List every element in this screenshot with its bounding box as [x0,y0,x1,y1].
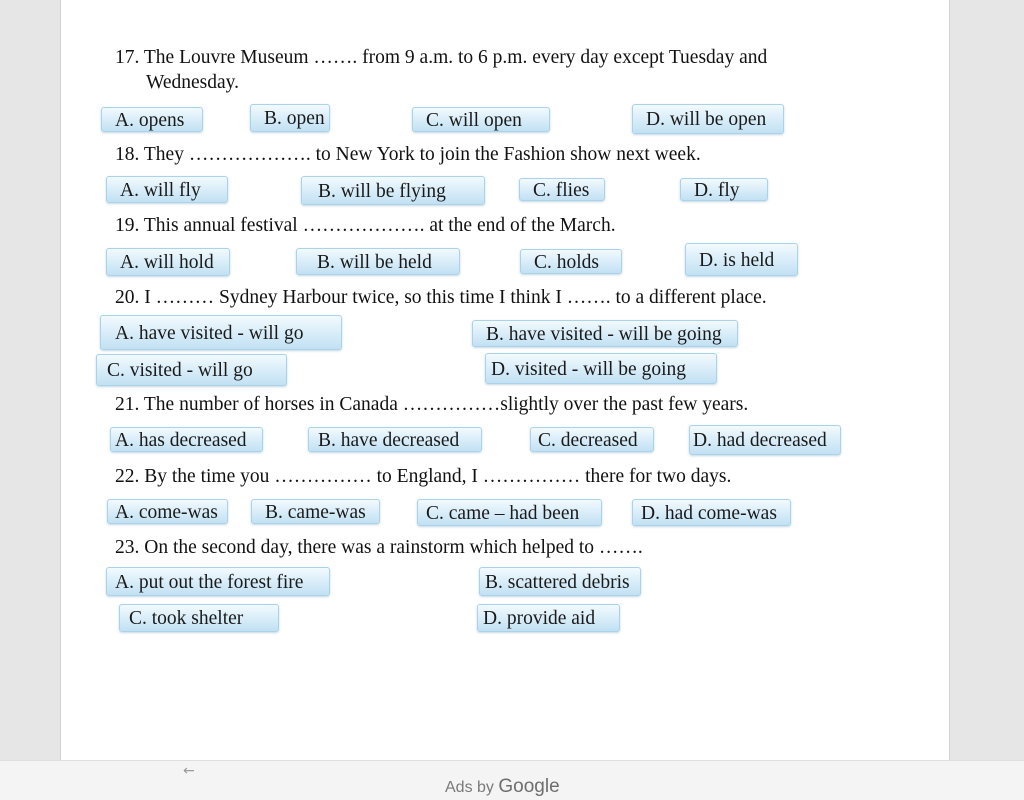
q19-option-d[interactable]: D. is held [685,243,798,276]
question-text: 22. By the time you …………… to England, I …………… there for two days. [115,466,732,487]
q17-option-d[interactable]: D. will be open [632,104,784,134]
q18-option-a[interactable]: A. will fly [106,176,228,203]
q19-option-b[interactable]: B. will be held [296,248,460,275]
question-text: 17. The Louvre Museum ……. from 9 a.m. to 6 p.m. every day except Tuesday and [115,47,768,68]
q17-option-b[interactable]: B. open [250,104,330,132]
q18-option-b[interactable]: B. will be flying [301,176,485,205]
ads-by-prefix: Ads by [445,779,494,796]
q23-option-b[interactable]: B. scattered debris [479,567,641,596]
question-20 [115,285,767,310]
q17-option-c[interactable]: C. will open [412,107,550,132]
question-17 [115,45,767,95]
ads-by-google-label[interactable] [445,776,560,798]
q22-option-b[interactable]: B. came-was [251,499,380,524]
question-19 [115,213,616,238]
q22-option-c[interactable]: C. came – had been [417,499,602,526]
q23-option-c[interactable]: C. took shelter [119,604,279,632]
q23-option-a[interactable]: A. put out the forest fire [106,567,330,596]
q22-option-d[interactable]: D. had come-was [632,499,791,526]
q23-option-d[interactable]: D. provide aid [477,604,620,632]
question-23 [115,535,643,560]
question-text: 23. On the second day, there was a rainstorm which helped to ……. [115,537,643,558]
question-18 [115,142,701,167]
q19-option-a[interactable]: A. will hold [106,248,230,276]
question-text: 18. They ………………. to New York to join the Fashion show next week. [115,144,701,165]
question-text: 19. This annual festival ………………. at the end of the March. [115,215,616,236]
question-21 [115,392,748,417]
question-22 [115,464,731,489]
question-text: 20. I ……… Sydney Harbour twice, so this time I think I ……. to a different place. [115,287,767,308]
q20-option-b[interactable]: B. have visited - will be going [472,320,738,347]
q19-option-c[interactable]: C. holds [520,249,622,274]
q20-option-d[interactable]: D. visited - will be going [485,353,717,384]
q18-option-c[interactable]: C. flies [519,178,605,201]
q18-option-d[interactable]: D. fly [680,178,768,201]
q21-option-c[interactable]: C. decreased [530,427,654,452]
q21-option-d[interactable]: D. had decreased [689,425,841,455]
q17-option-a[interactable]: A. opens [101,107,203,132]
q20-option-c[interactable]: C. visited - will go [96,354,287,386]
q21-option-b[interactable]: B. have decreased [308,427,482,452]
ads-brand: Google [498,776,560,797]
question-text-continued: Wednesday. [146,72,240,93]
q20-option-a[interactable]: A. have visited - will go [100,315,342,350]
q21-option-a[interactable]: A. has decreased [110,427,263,452]
q22-option-a[interactable]: A. come-was [107,499,228,524]
ad-bar [0,760,1024,800]
back-arrow-icon[interactable]: ← [183,763,195,779]
question-text: 21. The number of horses in Canada ……………slightly over the past few years. [115,394,749,415]
